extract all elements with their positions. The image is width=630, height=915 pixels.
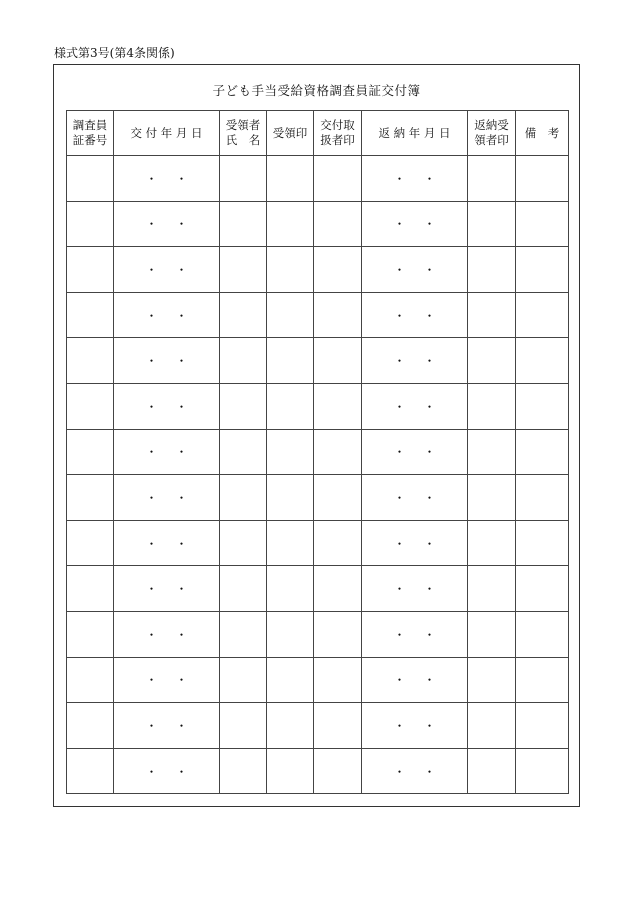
date-dot: ・ xyxy=(393,536,406,551)
table-row xyxy=(67,247,569,293)
cell-return-date[interactable] xyxy=(362,429,468,475)
cell-issue-date[interactable] xyxy=(114,383,220,429)
date-dot: ・ xyxy=(393,171,406,186)
table-row xyxy=(67,520,569,566)
cell-return-date[interactable] xyxy=(362,383,468,429)
cell-recipient-name[interactable] xyxy=(220,657,267,703)
header-recipient-name: 受領者 氏 名 xyxy=(220,111,267,156)
cell-remarks[interactable] xyxy=(516,156,569,202)
date-dot: ・ xyxy=(393,673,406,688)
cell-return-date[interactable] xyxy=(362,292,468,338)
form-label: 様式第3号(第4条関係) xyxy=(54,46,175,60)
date-dot: ・ xyxy=(423,217,436,232)
cell-return-seal[interactable] xyxy=(468,611,516,657)
date-separator-dots xyxy=(394,170,436,187)
cell-id-number[interactable] xyxy=(67,201,114,247)
cell-id-number[interactable] xyxy=(67,156,114,202)
date-separator-dots xyxy=(394,352,436,369)
cell-handler-seal[interactable] xyxy=(314,247,362,293)
cell-recipient-name[interactable] xyxy=(220,247,267,293)
cell-receipt-seal[interactable] xyxy=(267,247,314,293)
cell-receipt-seal[interactable] xyxy=(267,383,314,429)
cell-remarks[interactable] xyxy=(516,429,569,475)
cell-handler-seal[interactable] xyxy=(314,611,362,657)
cell-return-date[interactable] xyxy=(362,611,468,657)
date-separator-dots xyxy=(146,671,188,688)
cell-issue-date[interactable] xyxy=(114,611,220,657)
cell-return-date[interactable] xyxy=(362,156,468,202)
header-receipt-seal: 受領印 xyxy=(267,111,314,156)
cell-id-number[interactable] xyxy=(67,338,114,384)
date-dot: ・ xyxy=(145,673,158,688)
cell-handler-seal[interactable] xyxy=(314,338,362,384)
date-dot: ・ xyxy=(145,536,158,551)
date-dot: ・ xyxy=(423,582,436,597)
header-remarks: 備 考 xyxy=(516,111,569,156)
cell-return-date[interactable] xyxy=(362,201,468,247)
date-dot: ・ xyxy=(423,354,436,369)
date-dot: ・ xyxy=(393,445,406,460)
cell-return-seal[interactable] xyxy=(468,201,516,247)
cell-return-date[interactable] xyxy=(362,338,468,384)
cell-handler-seal[interactable] xyxy=(314,703,362,749)
date-separator-dots xyxy=(394,261,436,278)
date-separator-dots xyxy=(146,307,188,324)
cell-id-number[interactable] xyxy=(67,247,114,293)
cell-recipient-name[interactable] xyxy=(220,429,267,475)
date-dot: ・ xyxy=(423,627,436,642)
cell-receipt-seal[interactable] xyxy=(267,292,314,338)
date-dot: ・ xyxy=(423,262,436,277)
date-dot: ・ xyxy=(145,399,158,414)
date-separator-dots xyxy=(394,626,436,643)
date-separator-dots xyxy=(146,170,188,187)
cell-issue-date[interactable] xyxy=(114,703,220,749)
cell-issue-date[interactable] xyxy=(114,156,220,202)
cell-issue-date[interactable] xyxy=(114,429,220,475)
cell-receipt-seal[interactable] xyxy=(267,611,314,657)
cell-recipient-name[interactable] xyxy=(220,383,267,429)
date-dot: ・ xyxy=(175,308,188,323)
cell-handler-seal[interactable] xyxy=(314,156,362,202)
cell-remarks[interactable] xyxy=(516,520,569,566)
cell-remarks[interactable] xyxy=(516,703,569,749)
header-issue-date: 交 付 年 月 日 xyxy=(114,111,220,156)
date-separator-dots xyxy=(146,626,188,643)
header-id-number: 調査員 証番号 xyxy=(67,111,114,156)
date-separator-dots xyxy=(146,580,188,597)
cell-handler-seal[interactable] xyxy=(314,566,362,612)
cell-return-date[interactable] xyxy=(362,475,468,521)
date-dot: ・ xyxy=(175,171,188,186)
cell-return-seal[interactable] xyxy=(468,292,516,338)
date-dot: ・ xyxy=(145,354,158,369)
cell-issue-date[interactable] xyxy=(114,201,220,247)
date-dot: ・ xyxy=(145,171,158,186)
cell-remarks[interactable] xyxy=(516,292,569,338)
cell-id-number[interactable] xyxy=(67,611,114,657)
cell-recipient-name[interactable] xyxy=(220,475,267,521)
cell-return-seal[interactable] xyxy=(468,429,516,475)
date-dot: ・ xyxy=(175,490,188,505)
date-separator-dots xyxy=(146,215,188,232)
date-dot: ・ xyxy=(423,764,436,779)
date-separator-dots xyxy=(146,535,188,552)
date-dot: ・ xyxy=(423,399,436,414)
date-dot: ・ xyxy=(393,399,406,414)
cell-recipient-name[interactable] xyxy=(220,703,267,749)
table-row xyxy=(67,383,569,429)
cell-remarks[interactable] xyxy=(516,338,569,384)
date-separator-dots xyxy=(394,717,436,734)
date-dot: ・ xyxy=(393,764,406,779)
cell-id-number[interactable] xyxy=(67,520,114,566)
cell-id-number[interactable] xyxy=(67,429,114,475)
cell-id-number[interactable] xyxy=(67,748,114,794)
date-dot: ・ xyxy=(145,627,158,642)
date-separator-dots xyxy=(394,763,436,780)
date-separator-dots xyxy=(146,352,188,369)
cell-receipt-seal[interactable] xyxy=(267,156,314,202)
date-dot: ・ xyxy=(393,262,406,277)
cell-id-number[interactable] xyxy=(67,292,114,338)
cell-return-seal[interactable] xyxy=(468,566,516,612)
cell-return-seal[interactable] xyxy=(468,520,516,566)
cell-receipt-seal[interactable] xyxy=(267,475,314,521)
cell-return-seal[interactable] xyxy=(468,383,516,429)
cell-handler-seal[interactable] xyxy=(314,429,362,475)
cell-handler-seal[interactable] xyxy=(314,520,362,566)
cell-id-number[interactable] xyxy=(67,383,114,429)
cell-return-seal[interactable] xyxy=(468,703,516,749)
date-dot: ・ xyxy=(423,171,436,186)
date-dot: ・ xyxy=(393,490,406,505)
date-dot: ・ xyxy=(145,262,158,277)
cell-return-seal[interactable] xyxy=(468,247,516,293)
date-separator-dots xyxy=(146,717,188,734)
date-dot: ・ xyxy=(175,536,188,551)
cell-handler-seal[interactable] xyxy=(314,292,362,338)
cell-issue-date[interactable] xyxy=(114,247,220,293)
cell-receipt-seal[interactable] xyxy=(267,201,314,247)
cell-id-number[interactable] xyxy=(67,475,114,521)
register-table xyxy=(66,110,569,794)
table-row xyxy=(67,475,569,521)
date-dot: ・ xyxy=(423,718,436,733)
register-title: 子ども手当受給資格調査員証交付簿 xyxy=(212,83,421,98)
date-dot: ・ xyxy=(175,764,188,779)
date-dot: ・ xyxy=(145,445,158,460)
header-return-seal: 返納受 領者印 xyxy=(468,111,516,156)
cell-recipient-name[interactable] xyxy=(220,748,267,794)
cell-recipient-name[interactable] xyxy=(220,201,267,247)
cell-remarks[interactable] xyxy=(516,748,569,794)
cell-issue-date[interactable] xyxy=(114,520,220,566)
date-dot: ・ xyxy=(175,262,188,277)
date-dot: ・ xyxy=(175,627,188,642)
cell-return-seal[interactable] xyxy=(468,748,516,794)
table-row xyxy=(67,657,569,703)
cell-receipt-seal[interactable] xyxy=(267,703,314,749)
cell-handler-seal[interactable] xyxy=(314,201,362,247)
cell-issue-date[interactable] xyxy=(114,748,220,794)
cell-receipt-seal[interactable] xyxy=(267,566,314,612)
date-dot: ・ xyxy=(175,718,188,733)
date-dot: ・ xyxy=(423,445,436,460)
cell-remarks[interactable] xyxy=(516,247,569,293)
date-dot: ・ xyxy=(175,673,188,688)
cell-return-date[interactable] xyxy=(362,566,468,612)
cell-return-seal[interactable] xyxy=(468,475,516,521)
register-frame xyxy=(53,64,580,807)
cell-remarks[interactable] xyxy=(516,201,569,247)
cell-issue-date[interactable] xyxy=(114,475,220,521)
cell-receipt-seal[interactable] xyxy=(267,520,314,566)
date-dot: ・ xyxy=(393,582,406,597)
cell-id-number[interactable] xyxy=(67,566,114,612)
date-separator-dots xyxy=(146,489,188,506)
cell-id-number[interactable] xyxy=(67,703,114,749)
date-dot: ・ xyxy=(393,718,406,733)
date-dot: ・ xyxy=(145,308,158,323)
date-separator-dots xyxy=(394,398,436,415)
date-dot: ・ xyxy=(175,354,188,369)
cell-receipt-seal[interactable] xyxy=(267,429,314,475)
date-dot: ・ xyxy=(423,490,436,505)
cell-return-seal[interactable] xyxy=(468,338,516,384)
date-dot: ・ xyxy=(175,445,188,460)
date-dot: ・ xyxy=(175,582,188,597)
cell-issue-date[interactable] xyxy=(114,292,220,338)
cell-receipt-seal[interactable] xyxy=(267,338,314,384)
date-separator-dots xyxy=(394,671,436,688)
date-dot: ・ xyxy=(393,627,406,642)
date-separator-dots xyxy=(146,261,188,278)
cell-return-date[interactable] xyxy=(362,657,468,703)
date-separator-dots xyxy=(146,398,188,415)
cell-return-date[interactable] xyxy=(362,520,468,566)
cell-remarks[interactable] xyxy=(516,566,569,612)
date-dot: ・ xyxy=(175,399,188,414)
date-separator-dots xyxy=(394,580,436,597)
cell-handler-seal[interactable] xyxy=(314,657,362,703)
cell-receipt-seal[interactable] xyxy=(267,657,314,703)
cell-id-number[interactable] xyxy=(67,657,114,703)
cell-return-date[interactable] xyxy=(362,748,468,794)
cell-recipient-name[interactable] xyxy=(220,611,267,657)
cell-remarks[interactable] xyxy=(516,611,569,657)
date-dot: ・ xyxy=(393,217,406,232)
date-separator-dots xyxy=(394,489,436,506)
date-dot: ・ xyxy=(423,308,436,323)
cell-issue-date[interactable] xyxy=(114,657,220,703)
table-row xyxy=(67,703,569,749)
date-separator-dots xyxy=(394,535,436,552)
cell-recipient-name[interactable] xyxy=(220,156,267,202)
date-separator-dots xyxy=(394,215,436,232)
cell-return-date[interactable] xyxy=(362,703,468,749)
cell-recipient-name[interactable] xyxy=(220,292,267,338)
table-row xyxy=(67,338,569,384)
date-separator-dots xyxy=(394,443,436,460)
cell-remarks[interactable] xyxy=(516,657,569,703)
table-row xyxy=(67,201,569,247)
table-row xyxy=(67,611,569,657)
date-separator-dots xyxy=(394,307,436,324)
date-dot: ・ xyxy=(423,673,436,688)
cell-receipt-seal[interactable] xyxy=(267,748,314,794)
cell-recipient-name[interactable] xyxy=(220,338,267,384)
cell-issue-date[interactable] xyxy=(114,566,220,612)
cell-handler-seal[interactable] xyxy=(314,475,362,521)
table-row xyxy=(67,429,569,475)
date-dot: ・ xyxy=(423,536,436,551)
cell-return-seal[interactable] xyxy=(468,657,516,703)
cell-handler-seal[interactable] xyxy=(314,383,362,429)
cell-recipient-name[interactable] xyxy=(220,520,267,566)
date-dot: ・ xyxy=(145,718,158,733)
cell-remarks[interactable] xyxy=(516,383,569,429)
date-dot: ・ xyxy=(145,582,158,597)
date-dot: ・ xyxy=(145,490,158,505)
date-separator-dots xyxy=(146,443,188,460)
date-dot: ・ xyxy=(145,764,158,779)
header-row xyxy=(67,111,569,156)
cell-return-seal[interactable] xyxy=(468,156,516,202)
cell-return-date[interactable] xyxy=(362,247,468,293)
date-dot: ・ xyxy=(393,354,406,369)
header-handler-seal: 交付取 扱者印 xyxy=(314,111,362,156)
cell-recipient-name[interactable] xyxy=(220,566,267,612)
date-dot: ・ xyxy=(393,308,406,323)
cell-remarks[interactable] xyxy=(516,475,569,521)
table-row xyxy=(67,156,569,202)
table-row xyxy=(67,748,569,794)
cell-issue-date[interactable] xyxy=(114,338,220,384)
date-dot: ・ xyxy=(175,217,188,232)
cell-handler-seal[interactable] xyxy=(314,748,362,794)
header-return-date: 返 納 年 月 日 xyxy=(362,111,468,156)
date-dot: ・ xyxy=(145,217,158,232)
register-body xyxy=(67,156,569,794)
table-row xyxy=(67,292,569,338)
date-separator-dots xyxy=(146,763,188,780)
table-row xyxy=(67,566,569,612)
